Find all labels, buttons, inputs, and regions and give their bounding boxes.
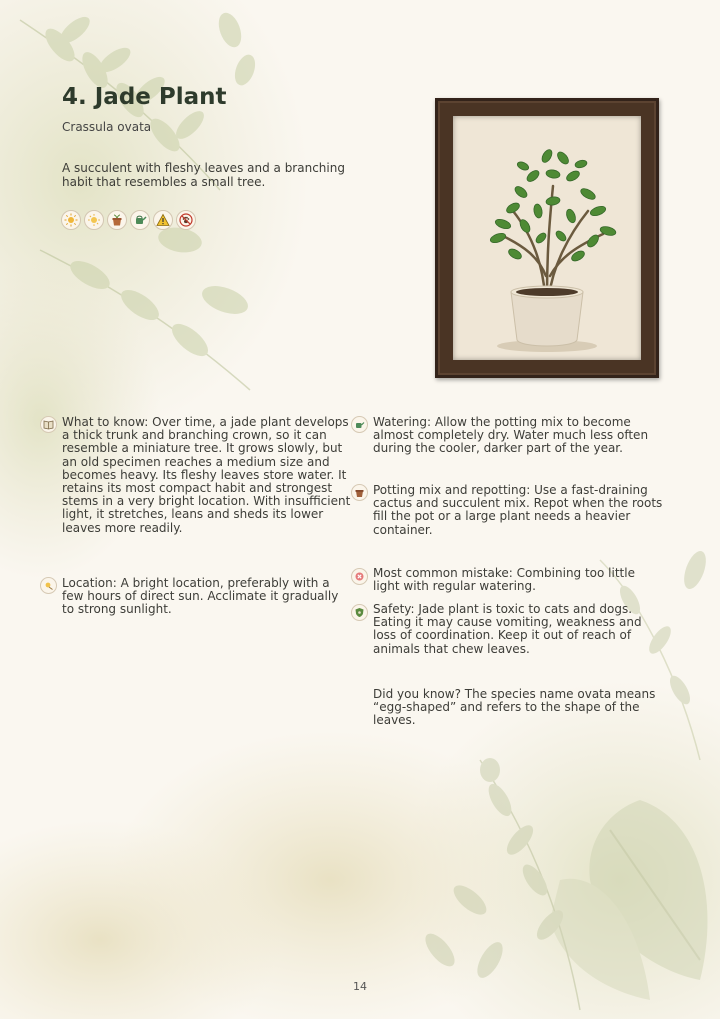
page-number: 14: [353, 980, 367, 993]
plant-title: 4. Jade Plant: [62, 84, 227, 110]
sun-icon: [61, 210, 81, 230]
framed-plant-picture: [435, 98, 659, 378]
jade-plant-illustration: [453, 116, 641, 360]
safety-shield-icon: [351, 604, 368, 621]
did-you-know-text: Did you know? The species name ovata means “egg-shaped” and refers to the shape of the leaves.: [373, 687, 656, 728]
warning-icon: [153, 210, 173, 230]
pot-icon: [107, 210, 127, 230]
potting-text: Potting mix and repotting: Use a fast-draining cactus and succulent mix. Repot when the roots fill the pot or a large plant needs a heavier container.: [373, 483, 663, 537]
latin-name: Crassula ovata: [62, 120, 152, 134]
care-icons-row: [61, 210, 196, 230]
what-to-know-text: What to know: Over time, a jade plant develops a thick trunk and branching crown, so it can resemble a miniature tree. It grows slowly, but an old specimen reaches a medium size and becomes heavy. Its fleshy leaves store water. It retains its most compact habit and strongest stems in a very bright location. With insufficient light, it stretches, leans and sheds its lower leaves more readily.: [62, 415, 351, 535]
plant-intro: A succulent with fleshy leaves and a branching habit that resembles a small tree.: [62, 161, 345, 189]
picture-mat: [453, 116, 641, 360]
safety-text: Safety: Jade plant is toxic to cats and dogs. Eating it may cause vomiting, weakness and loss of coordination. Keep it out of reach of animals that chew leaves.: [373, 602, 642, 656]
location-sun-icon: [40, 577, 57, 594]
watering-icon: [351, 416, 368, 433]
mistake-icon: [351, 568, 368, 585]
watering-text: Watering: Allow the potting mix to become almost completely dry. Water much less often during the cooler, darker part of the year.: [373, 415, 649, 456]
watering-can-icon: [130, 210, 150, 230]
book-icon: [40, 416, 57, 433]
mistake-text: Most common mistake: Combining too little light with regular watering.: [373, 566, 635, 594]
potting-icon: [351, 484, 368, 501]
partial-sun-icon: [84, 210, 104, 230]
location-text: Location: A bright location, preferably with a few hours of direct sun. Acclimate it gradually to strong sunlight.: [62, 576, 339, 617]
pet-paw-icon: [176, 210, 196, 230]
